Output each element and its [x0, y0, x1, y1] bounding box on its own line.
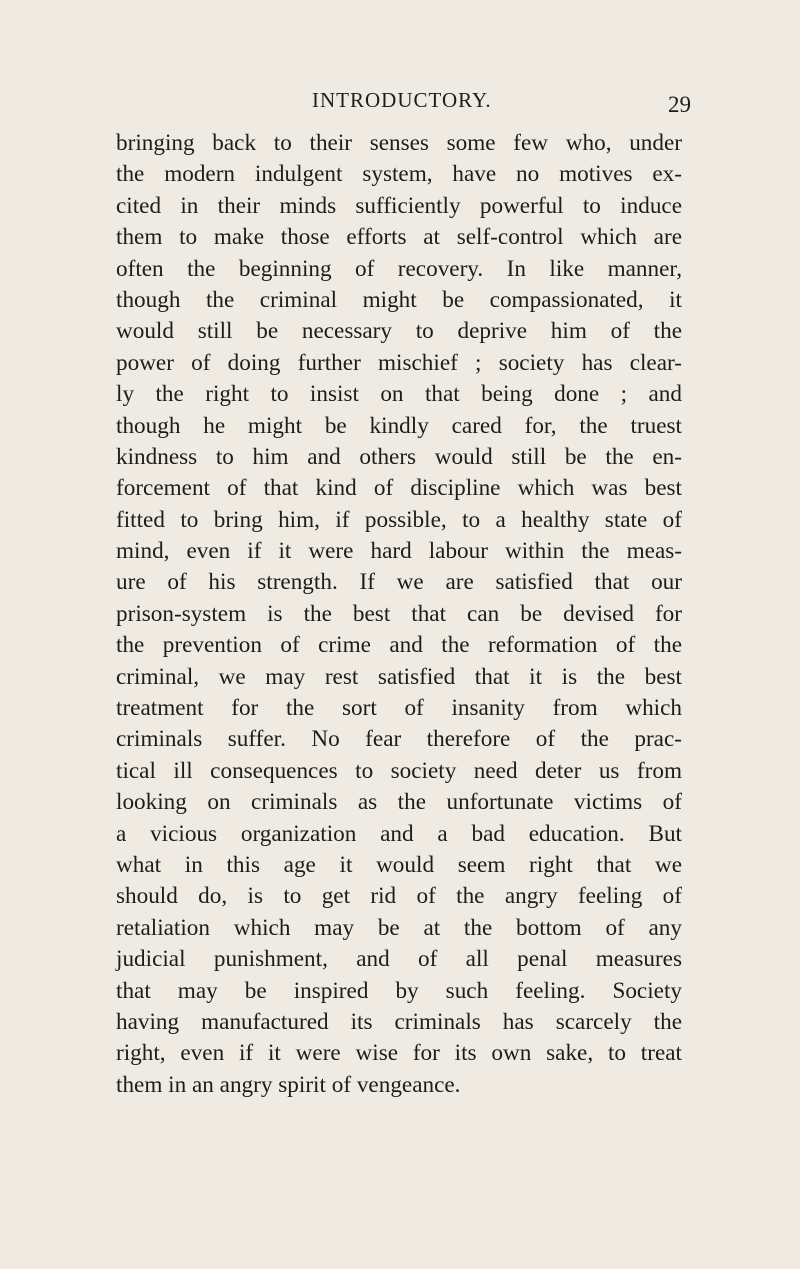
- text-line: what in this age it would seem right that we: [116, 851, 682, 878]
- text-line: fitted to bring him, if possible, to a healthy state of: [116, 506, 682, 533]
- text-line: criminal, we may rest satisfied that it is the best: [116, 663, 682, 690]
- page-number: 29: [668, 92, 691, 117]
- text-line: that may be inspired by such feeling. Society: [116, 977, 682, 1004]
- text-line: a vicious organization and a bad education. But: [116, 820, 682, 847]
- running-title: INTRODUCTORY.: [312, 88, 492, 112]
- text-line: right, even if it were wise for its own sake, to treat: [116, 1040, 682, 1067]
- text-line: prison-system is the best that can be devised for: [116, 600, 682, 627]
- text-line: judicial punishment, and of all penal measures: [116, 946, 682, 973]
- text-line: cited in their minds sufficiently powerful to induce: [116, 192, 682, 219]
- text-line: tical ill consequences to society need deter us from: [116, 757, 682, 784]
- text-line: forcement of that kind of discipline which was best: [116, 475, 682, 502]
- text-line: would still be necessary to deprive him of the: [116, 318, 682, 345]
- text-line: the modern indulgent system, have no motives ex-: [116, 161, 682, 188]
- text-line: ure of his strength. If we are satisfied that our: [116, 569, 682, 596]
- text-line: treatment for the sort of insanity from which: [116, 695, 682, 722]
- text-line: kindness to him and others would still be the en-: [116, 443, 682, 470]
- text-line: them to make those efforts at self-control which are: [116, 224, 682, 251]
- text-line: mind, even if it were hard labour within the meas-: [116, 538, 682, 565]
- text-line-last: them in an angry spirit of vengeance.: [116, 1071, 461, 1098]
- running-head: [0, 88, 800, 128]
- text-line: often the beginning of recovery. In like manner,: [116, 255, 682, 282]
- text-line: though the criminal might be compassionated, it: [116, 286, 682, 313]
- text-line: the prevention of crime and the reformation of the: [116, 632, 682, 659]
- text-line: power of doing further mischief ; society has clear-: [116, 349, 682, 376]
- text-line: having manufactured its criminals has scarcely the: [116, 1008, 682, 1035]
- text-line: criminals suffer. No fear therefore of the prac-: [116, 726, 682, 753]
- text-line: retaliation which may be at the bottom of any: [116, 914, 682, 941]
- text-line: should do, is to get rid of the angry feeling of: [116, 883, 682, 910]
- text-line: ly the right to insist on that being done ; and: [116, 381, 682, 408]
- body-text: [116, 128, 682, 1101]
- text-line: though he might be kindly cared for, the truest: [116, 412, 682, 439]
- text-line: looking on criminals as the unfortunate victims of: [116, 789, 682, 816]
- text-line: bringing back to their senses some few who, under: [116, 130, 682, 156]
